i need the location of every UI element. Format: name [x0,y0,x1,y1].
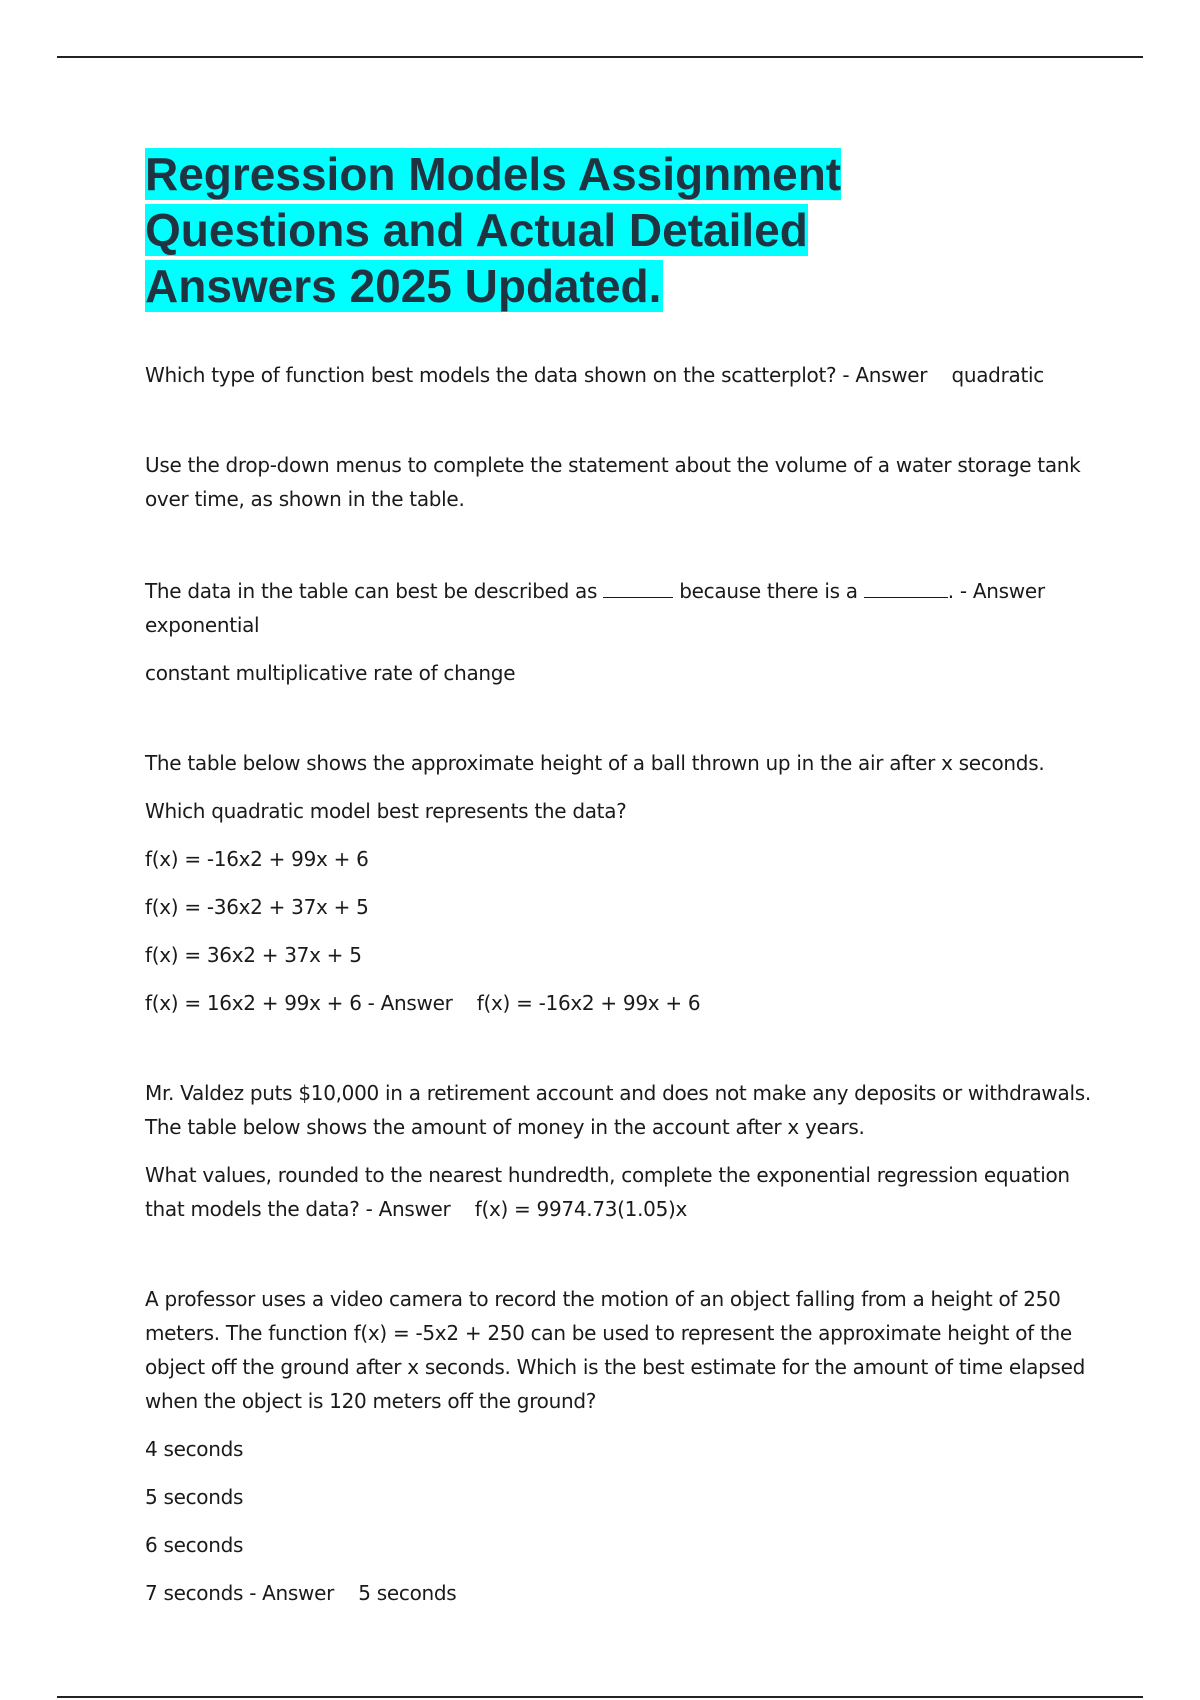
question-2-answer-2: constant multiplicative rate of change [145,661,516,685]
question-3-option-2: f(x) = -36x2 + 37x + 5 [145,895,369,919]
question-3-intro: The table below shows the approximate height of a ball thrown up in the air after x seconds. [145,751,1045,775]
question-4-intro: Mr. Valdez puts $10,000 in a retirement account and does not make any deposits or withdrawals. The table below shows the amount of money in the account after x years. [145,1081,1091,1139]
question-4-text: What values, rounded to the nearest hundredth, complete the exponential regression equation that models the data? - Answer [145,1163,1070,1221]
document-title [145,146,905,314]
statement-part-2: because there is a [679,579,858,603]
option-4-text: 7 seconds - Answer [145,1581,335,1605]
question-2-statement [145,574,1095,642]
question-3-question: Which quadratic model best represents the data? [145,799,627,823]
question-5-option-2: 5 seconds [145,1485,244,1509]
title-highlight: Regression Models Assignment Questions and Actual Detailed Answers 2025 Updated. [145,148,842,312]
bottom-rule [57,1696,1143,1698]
question-4-question [145,1158,1095,1226]
question-5-option-1: 4 seconds [145,1437,244,1461]
blank-2 [864,579,948,598]
question-1 [145,358,1095,392]
question-3-option-1: f(x) = -16x2 + 99x + 6 [145,847,369,871]
question-5-answer: 5 seconds [358,1581,457,1605]
blank-1 [603,579,673,598]
option-4-text: f(x) = 16x2 + 99x + 6 - Answer [145,991,453,1015]
question-5-intro: A professor uses a video camera to record the motion of an object falling from a height of 250 meters. The function f(x) = -5x2 + 250 can be used to represent the approximate height of the object off the ground after x seconds. Which is the best estimate for the amount of time elapsed when the object is 120 meters off the ground? [145,1287,1085,1413]
statement-part-3: . - Answer [947,579,1045,603]
question-3-option-3: f(x) = 36x2 + 37x + 5 [145,943,362,967]
top-rule [57,56,1143,58]
question-3-option-4 [145,986,1095,1020]
document-body [145,146,1095,1610]
question-2-intro: Use the drop-down menus to complete the statement about the volume of a water storage tank over time, as shown in the table. [145,453,1081,511]
question-3-answer: f(x) = -16x2 + 99x + 6 [476,991,701,1015]
question-2-answer-1: exponential [145,613,260,637]
question-4-answer: f(x) = 9974.73(1.05)x [474,1197,688,1221]
question-1-answer: quadratic [951,363,1044,387]
question-5-option-4 [145,1576,1095,1610]
question-1-text: Which type of function best models the data shown on the scatterplot? - Answer [145,363,928,387]
statement-part-1: The data in the table can best be described as [145,579,598,603]
question-5-option-3: 6 seconds [145,1533,244,1557]
